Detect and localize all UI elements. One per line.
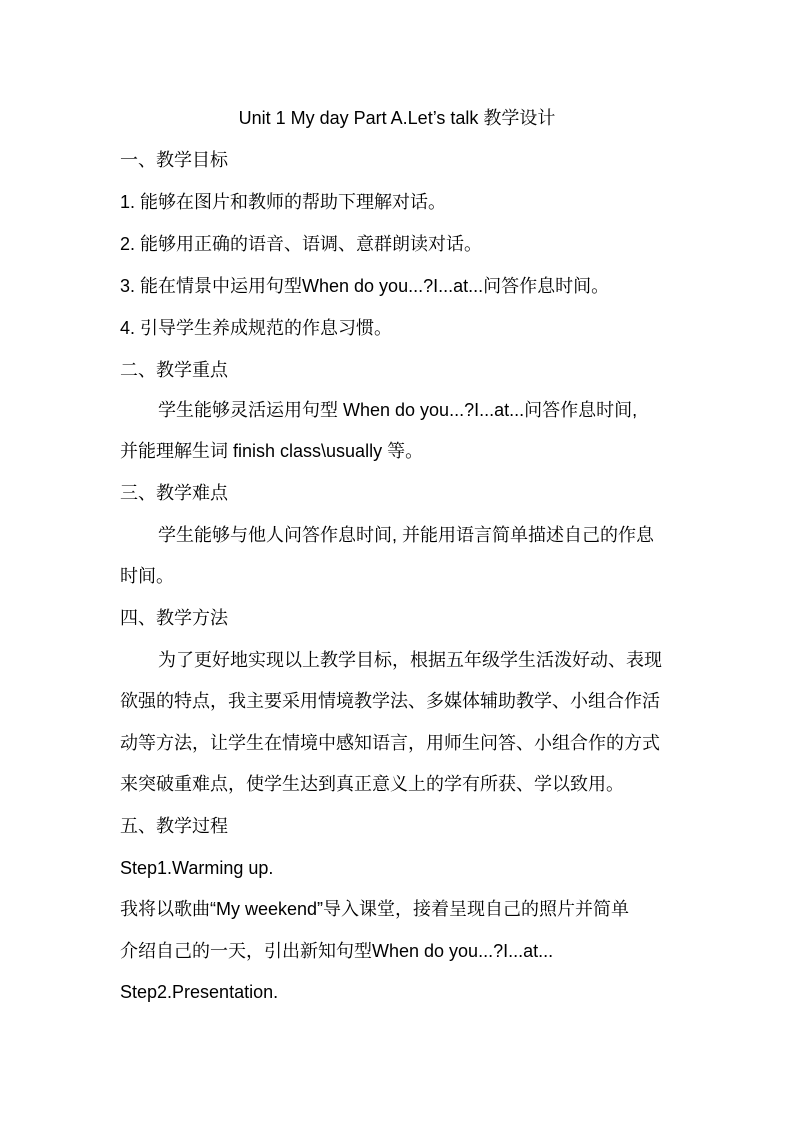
step1-line-1: 我将以歌曲“My weekend”导入课堂，接着呈现自己的照片并简单 [120, 899, 630, 919]
methods-line-2: 欲强的特点，我主要采用情境教学法、多媒体辅助教学、小组合作活 [120, 691, 660, 711]
step2-title: Step2.Presentation. [120, 982, 279, 1002]
methods-line-3: 动等方法，让学生在情境中感知语言，用师生问答、小组合作的方式 [120, 733, 660, 753]
methods-line-4: 来突破重难点，使学生达到真正意义上的学有所获、学以致用。 [120, 774, 624, 794]
objective-item-3: 3. 能在情景中运用句型When do you...?I...at...问答作息时间。 [120, 276, 610, 296]
document-title: Unit 1 My day Part A.Let’s talk 教学设计 [238, 108, 556, 128]
key-points-line-2: 并能理解生词 finish class\usually 等。 [120, 441, 424, 461]
section-heading-methods: 四、教学方法 [120, 608, 228, 628]
key-points-line-1: 学生能够灵活运用句型 When do you...?I...at...问答作息时间, [158, 400, 638, 420]
objective-item-1: 1. 能够在图片和教师的帮助下理解对话。 [120, 192, 447, 212]
objective-item-4: 4. 引导学生养成规范的作息习惯。 [120, 318, 393, 338]
difficulties-line-1: 学生能够与他人问答作息时间, 并能用语言简单描述自己的作息 [158, 525, 654, 545]
section-heading-key-points: 二、教学重点 [120, 360, 228, 380]
section-heading-objectives: 一、教学目标 [120, 150, 228, 170]
difficulties-line-2: 时间。 [120, 566, 174, 586]
section-heading-difficulties: 三、教学难点 [120, 483, 228, 503]
step1-line-2: 介绍自己的一天，引出新知句型When do you...?I...at... [120, 941, 554, 961]
step1-title: Step1.Warming up. [120, 858, 274, 878]
section-heading-process: 五、教学过程 [120, 816, 228, 836]
methods-line-1: 为了更好地实现以上教学目标，根据五年级学生活泼好动、表现 [158, 650, 662, 670]
objective-item-2: 2. 能够用正确的语音、语调、意群朗读对话。 [120, 234, 483, 254]
